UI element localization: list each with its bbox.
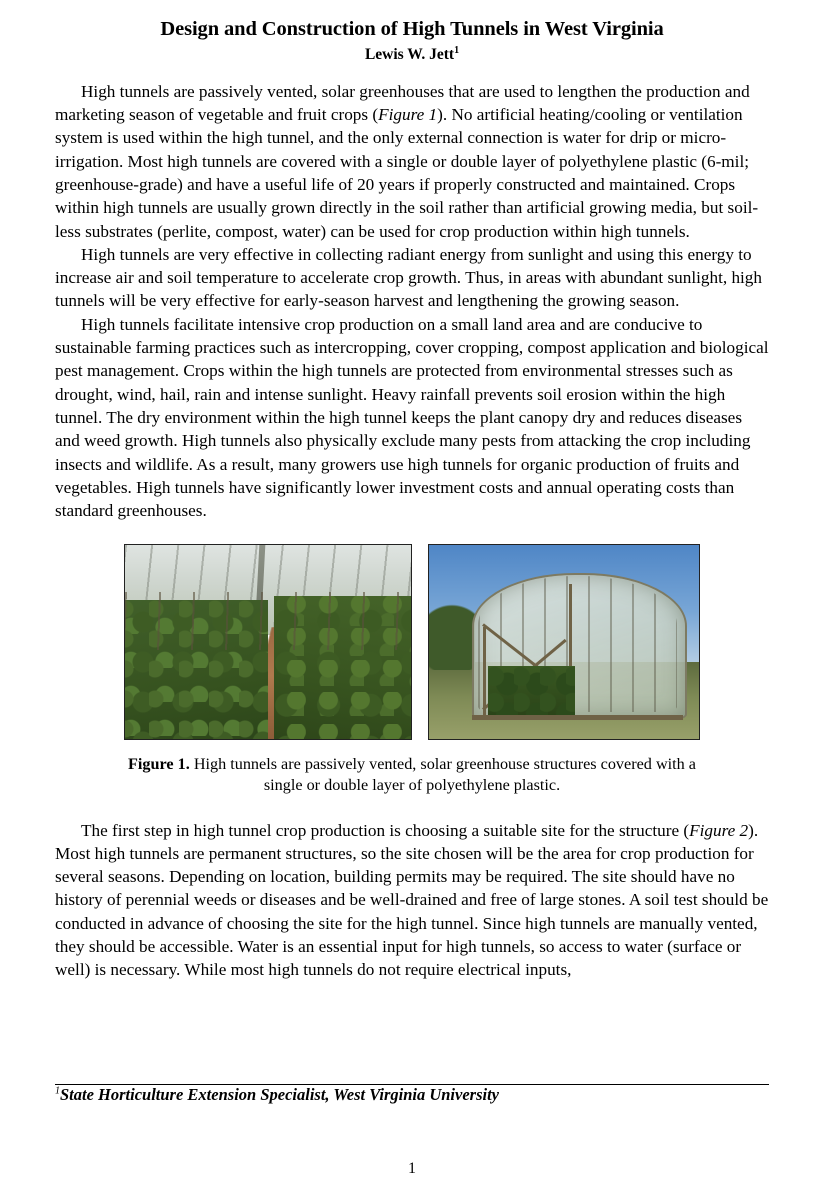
paragraph-4-part-a: The first step in high tunnel crop production is choosing a suitable site for the structure ( <box>81 820 690 840</box>
paragraph-1-part-b: ). No artificial heating/cooling or ventilation system is used within the high tunnel, and the only external connection is water for drip or micro-irrigation. Most high tunnels are covered with a single or double layer of polyethylene plastic (6-mil; greenhouse-grade) and have a useful life of 20 years if properly constructed and maintained. Crops within high tunnels are usually grown directly in the soil rather than artificial growing media, but soil-less substrates (perlite, compost, water) can be used for crop production within high tunnels. <box>55 105 759 241</box>
photo-stakes <box>125 592 411 650</box>
photo-tunnel-exterior <box>428 544 700 740</box>
footnote <box>55 1085 499 1105</box>
page-title: Design and Construction of High Tunnels in West Virginia <box>160 18 664 40</box>
author-line <box>55 45 769 63</box>
paragraph-3: High tunnels facilitate intensive crop production on a small land area and are conducive to sustainable farming practices such as intercropping, cover cropping, compost application and biological pest management. Crops within the high tunnels are protected from environmental stresses such as drought, wind, hail, rain and intense sunlight. Heavy rainfall prevents soil erosion within the high tunnel. The dry environment within the high tunnel keeps the plant canopy dry and reduces diseases and weed growth. High tunnels also physically exclude many pests from attacking the crop including insects and wildlife. As a result, many growers use high tunnels for organic production of fruits and vegetables. High tunnels have significantly lower investment costs and annual operating costs than standard greenhouses. <box>55 314 769 521</box>
paragraph-4-part-b: ). Most high tunnels are permanent structures, so the site chosen will be the area for crop production for several seasons. Depending on location, building permits may be required. The site should have no history of perennial weeds or diseases and be well-drained and free of large stones. A soil test should be conducted in advance of choosing the site for the high tunnel. Since high tunnels are manually vented, they should be accessible. Water is an essential input for high tunnels, so access to water (surface or well) is necessary. While most high tunnels do not require electrical inputs, <box>55 820 769 980</box>
figure-2-reference: Figure 2 <box>689 820 749 840</box>
footnote-marker: 1 <box>55 1085 60 1097</box>
figure-1-caption-line-2: with a single or double layer of polyethylene plastic. <box>263 755 696 795</box>
photo-interior-plants <box>488 666 574 716</box>
page-number: 1 <box>408 1160 416 1177</box>
paragraph-4 <box>55 819 769 982</box>
figure-1-reference: Figure 1 <box>378 105 438 125</box>
author-footnote-marker: 1 <box>454 44 460 56</box>
figure-1-caption <box>55 754 769 796</box>
figure-1-images <box>55 544 769 740</box>
photo-tunnel-interior <box>124 544 412 740</box>
figure-1-caption-line-1: High tunnels are passively vented, solar greenhouse structures covered <box>193 755 652 774</box>
paragraph-1 <box>55 80 769 243</box>
paragraph-2: High tunnels are very effective in collecting radiant energy from sunlight and using this energy to increase air and soil temperature to accelerate crop growth. Thus, in areas with abundant sunlight, high tunnels will be very effective for early-season harvest and lengthening the growing season. <box>55 244 762 311</box>
footnote-text: State Horticulture Extension Specialist, West Virginia University <box>60 1085 499 1104</box>
paragraph-1-part-a: High tunnels are passively vented, solar greenhouses that are used to lengthen the production and marketing season of vegetable and fruit crops ( <box>55 81 750 125</box>
photo-base-board <box>472 715 683 720</box>
document-body-continued <box>55 819 769 982</box>
document-body <box>55 80 769 523</box>
photo-tree <box>429 596 475 670</box>
photo-frame-post-left <box>483 627 486 716</box>
figure-1-label: Figure 1. <box>128 755 190 774</box>
author-name: Lewis W. Jett <box>364 45 455 63</box>
